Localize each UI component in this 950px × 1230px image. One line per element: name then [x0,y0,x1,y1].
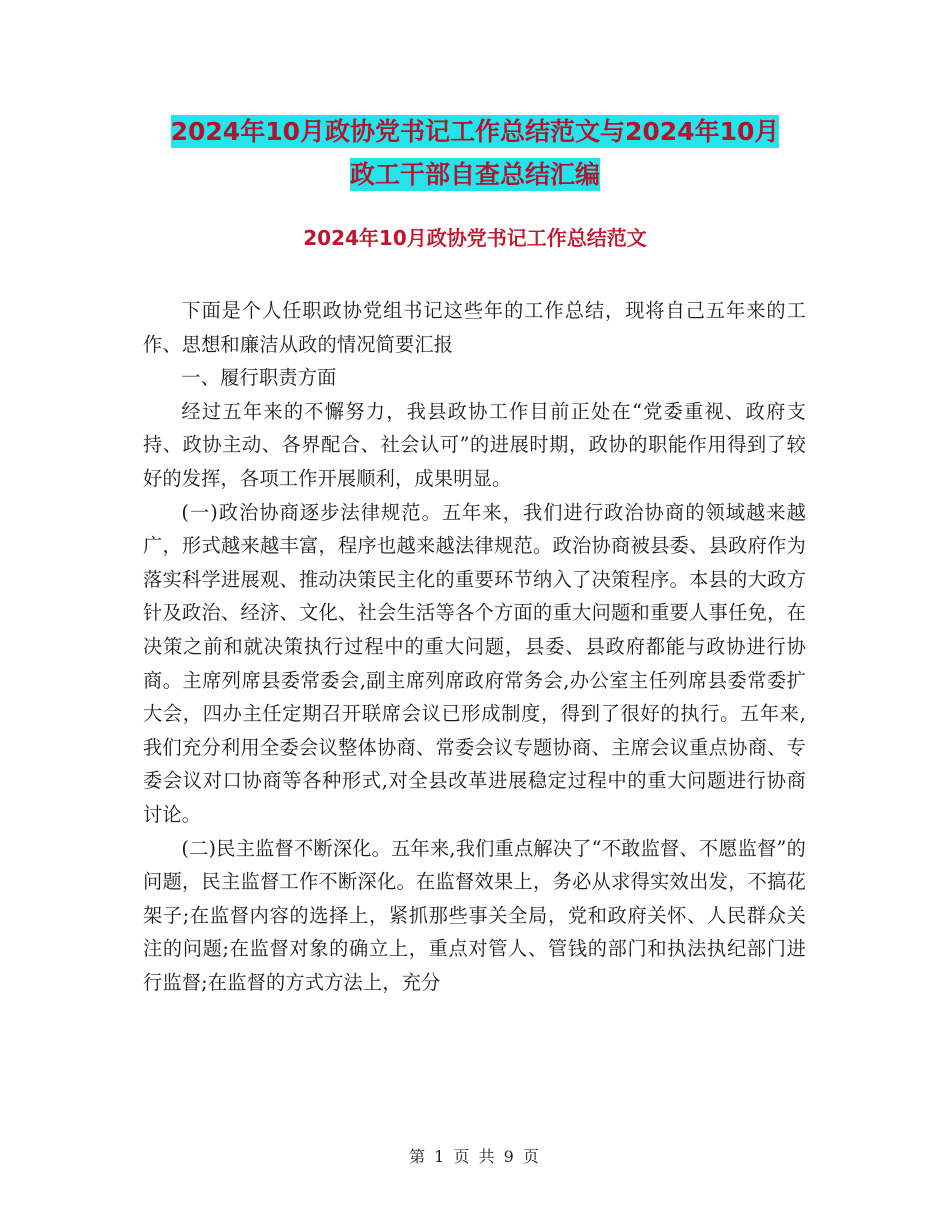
paragraph-overview: 经过五年来的不懈努力，我县政协工作目前正处在“党委重视、政府支持、政协主动、各界配合、社会认可”的进展时期，政协的职能作用得到了较好的发挥，各项工作开展顺利，成果明显。 [143,399,806,490]
paragraph-democratic-supervision: (二)民主监督不断深化。五年来,我们重点解决了“不敢监督、不愿监督”的问题，民主监督工作不断深化。在监督效果上，务必从求得实效出发，不搞花架子;在监督内容的选择上，紧抓那些事关全局，党和政府关怀、人民群众关注的问题;在监督对象的确立上，重点对管人、管钱的部门和执法执纪部门进行监督;在监督的方式方法上，充分 [143,836,806,994]
document-body [143,294,806,999]
document-title [140,110,810,196]
document-title-line-1: 2024年10月政协党书记工作总结范文与2024年10月 [170,117,780,146]
paragraph-heading-duties: 一、履行职责方面 [181,366,337,390]
paragraph-intro: 下面是个人任职政协党组书记这些年的工作总结，现将自己五年来的工作、思想和廉洁从政的情况简要汇报 [143,299,806,356]
document-title-line-2: 政工干部自查总结汇编 [349,160,600,189]
section-title: 2024年10月政协党书记工作总结范文 [303,226,647,250]
page-footer: 第 1 页 共 9 页 [409,1147,541,1166]
paragraph-political-consultation: (一)政治协商逐步法律规范。五年来，我们进行政治协商的领域越来越广，形式越来越丰富，程序也越来越法律规范。政治协商被县委、县政府作为落实科学进展观、推动决策民主化的重要环节纳入了决策程序。本县的大政方针及政治、经济、文化、社会生活等各个方面的重大问题和重要人事任免，在决策之前和就决策执行过程中的重大问题，县委、县政府都能与政协进行协商。主席列席县委常委会,副主席列席政府常务会,办公室主任列席县委常委扩大会，四办主任定期召开联席会议已形成制度，得到了很好的执行。五年来,我们充分利用全委会议整体协商、常委会议专题协商、主席会议重点协商、专委会议对口协商等各种形式,对全县改革进展稳定过程中的重大问题进行协商讨论。 [143,500,806,826]
